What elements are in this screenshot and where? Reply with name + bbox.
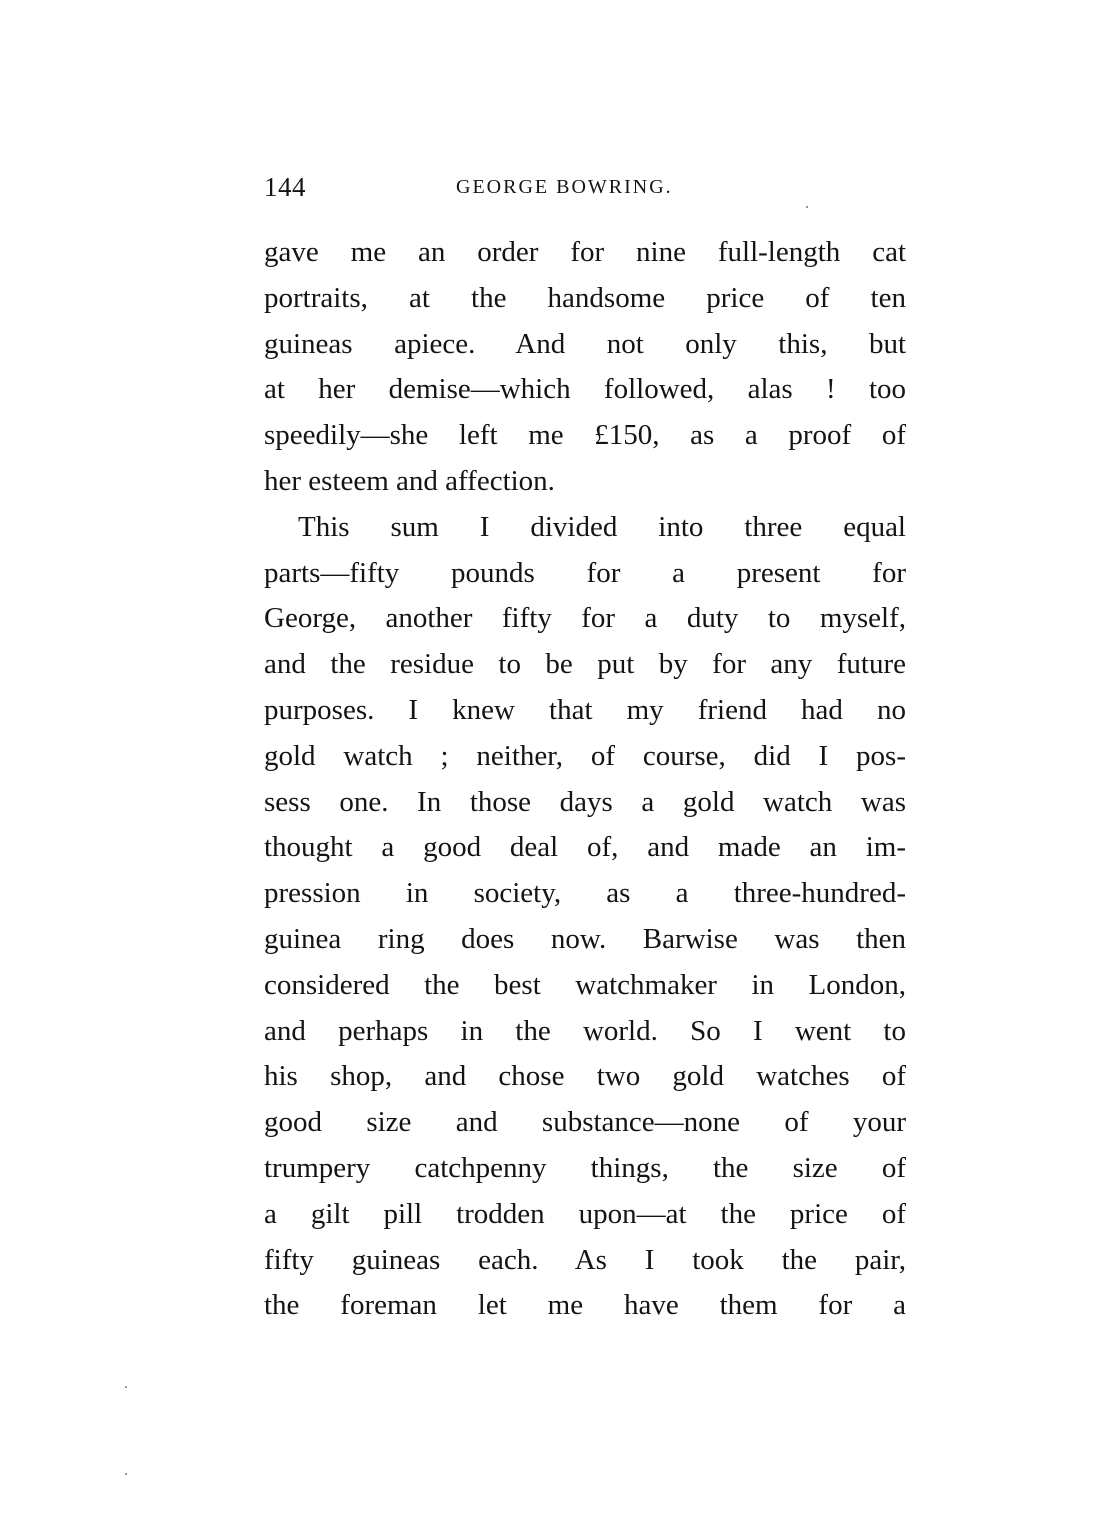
text-line: the foreman let me have them for a bbox=[264, 1289, 906, 1322]
page-number: 144 bbox=[264, 172, 306, 202]
scan-speck bbox=[125, 1386, 127, 1388]
text-line: at her demise—which followed, alas ! too bbox=[264, 373, 906, 406]
text-line: and perhaps in the world. So I went to bbox=[264, 1014, 906, 1047]
text-line: portraits, at the handsome price of ten bbox=[264, 281, 906, 314]
text-line: guineas apiece. And not only this, but bbox=[264, 327, 906, 360]
text-line: speedily—she left me £150, as a proof of bbox=[264, 419, 906, 452]
text-line: and the residue to be put by for any future bbox=[264, 648, 906, 681]
text-line: This sum I divided into three equal bbox=[298, 510, 906, 543]
text-line: good size and substance—none of your bbox=[264, 1106, 906, 1139]
text-line: gold watch ; neither, of course, did I pos- bbox=[264, 739, 906, 772]
running-title: GEORGE BOWRING. bbox=[456, 176, 673, 198]
text-line: parts—fifty pounds for a present for bbox=[264, 556, 906, 589]
text-line: her esteem and affection. bbox=[264, 464, 555, 497]
paragraph bbox=[264, 230, 906, 505]
paragraph bbox=[264, 505, 906, 1329]
scan-speck bbox=[806, 206, 808, 208]
text-line: his shop, and chose two gold watches of bbox=[264, 1060, 906, 1093]
text-line: pression in society, as a three-hundred- bbox=[264, 877, 906, 910]
text-line: considered the best watchmaker in London, bbox=[264, 968, 906, 1001]
text-line: fifty guineas each. As I took the pair, bbox=[264, 1243, 906, 1276]
text-line: a gilt pill trodden upon—at the price of bbox=[264, 1197, 906, 1230]
text-line: purposes. I knew that my friend had no bbox=[264, 693, 906, 726]
text-line: George, another fifty for a duty to myself, bbox=[264, 602, 906, 635]
text-line: guinea ring does now. Barwise was then bbox=[264, 922, 906, 955]
scan-speck bbox=[125, 1473, 127, 1475]
text-line: thought a good deal of, and made an im- bbox=[264, 831, 906, 864]
text-line: gave me an order for nine full-length cat bbox=[264, 236, 906, 268]
running-head bbox=[264, 172, 906, 206]
body-text bbox=[264, 230, 906, 1329]
text-line: sess one. In those days a gold watch was bbox=[264, 785, 906, 818]
text-line: trumpery catchpenny things, the size of bbox=[264, 1151, 906, 1184]
